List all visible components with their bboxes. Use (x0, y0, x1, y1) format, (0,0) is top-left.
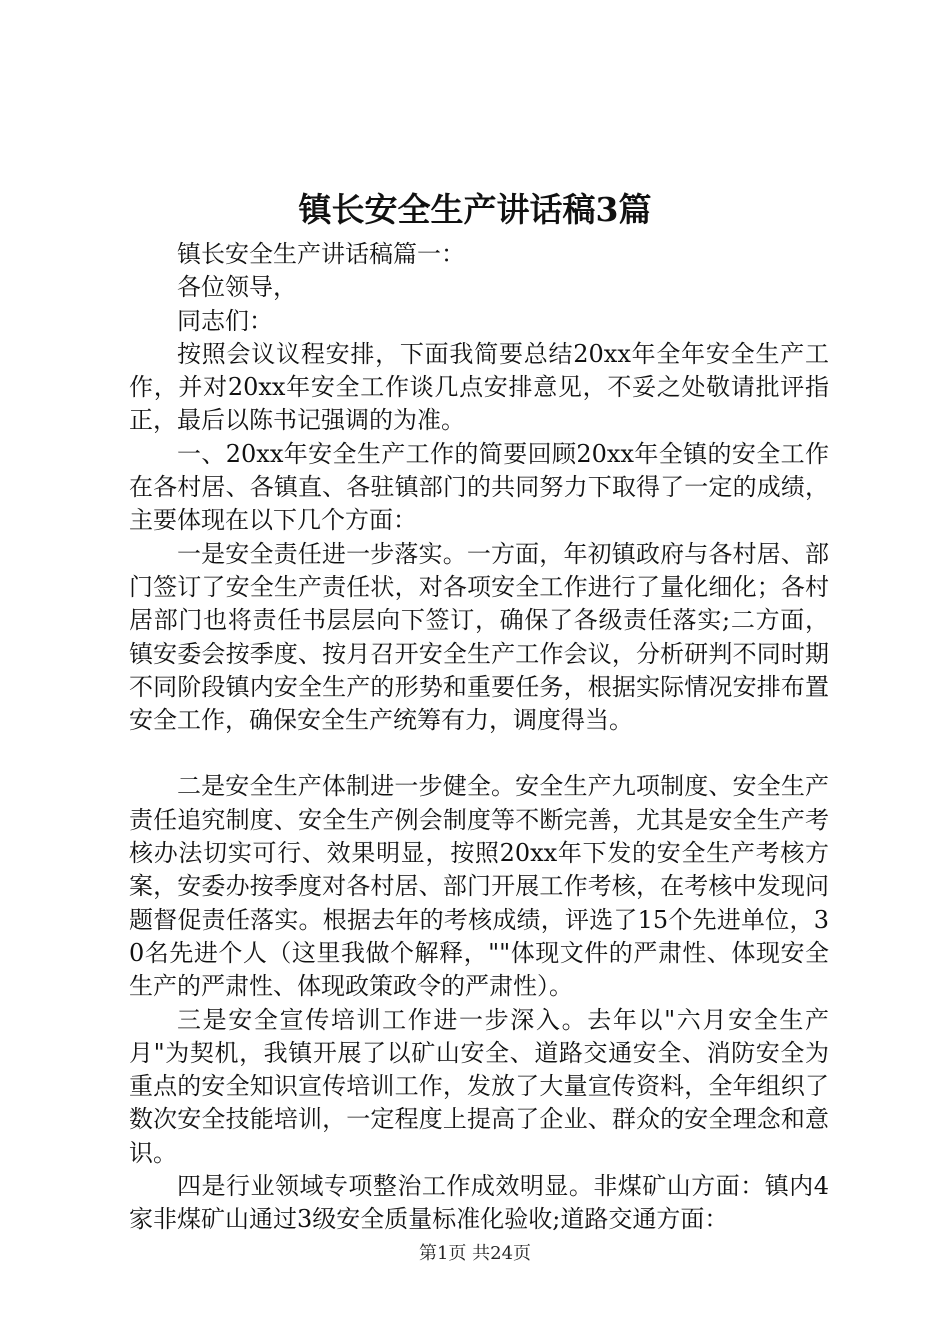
paragraph-salutation-comrades: 同志们： (177, 306, 273, 335)
document-title: 镇长安全生产讲话稿3篇 (298, 190, 652, 229)
page-footer: 第1页 共24页 (418, 1243, 532, 1264)
paragraph-point-three: 三是安全宣传培训工作进一步深入。去年以"六月安全生产月"为契机，我镇开展了以矿山安全、道路交通安全、消防安全为重点的安全知识宣传培训工作，发放了大量宣传资料，全年组织了数次安全技能培训，一定程度上提高了企业、群众的安全理念和意识。 (129, 1005, 829, 1167)
paragraph-review: 一、20xx年安全生产工作的简要回顾20xx年全镇的安全工作在各村居、各镇直、各驻镇部门的共同努力下取得了一定的成绩，主要体现在以下几个方面： (129, 439, 829, 535)
paragraph-point-two: 二是安全生产体制进一步健全。安全生产九项制度、安全生产责任追究制度、安全生产例会制度等不断完善，尤其是安全生产考核办法切实可行、效果明显，按照20xx年下发的安全生产考核方案，安委办按季度对各村居、部门开展工作考核，在考核中发现问题督促责任落实。根据去年的考核成绩，评选了15个先进单位，30名先进个人（这里我做个解释，""体现文件的严肃性、体现安全生产的严肃性、体现政策政令的严肃性）。 (129, 772, 829, 1001)
paragraph-point-four: 四是行业领域专项整治工作成效明显。非煤矿山方面：镇内4家非煤矿山通过3级安全质量标准化验收;道路交通方面： (129, 1172, 829, 1234)
paragraph-heading: 镇长安全生产讲话稿篇一： (177, 240, 465, 268)
paragraph-salutation-leaders: 各位领导， (177, 273, 297, 302)
paragraph-gap (129, 737, 829, 770)
document-body (129, 238, 829, 1237)
paragraph-point-one: 一是安全责任进一步落实。一方面，年初镇政府与各村居、部门签订了安全生产责任状，对各项安全工作进行了量化细化；各村居部门也将责任书层层向下签订，确保了各级责任落实;二方面，镇安委会按季度、按月召开安全生产工作会议，分析研判不同时期不同阶段镇内安全生产的形势和重要任务，根据实际情况安排布置安全工作，确保安全生产统筹有力，调度得当。 (129, 539, 829, 735)
paragraph-intro: 按照会议议程安排，下面我简要总结20xx年全年安全生产工作，并对20xx年安全工作谈几点安排意见，不妥之处敬请批评指正，最后以陈书记强调的为准。 (129, 339, 829, 435)
